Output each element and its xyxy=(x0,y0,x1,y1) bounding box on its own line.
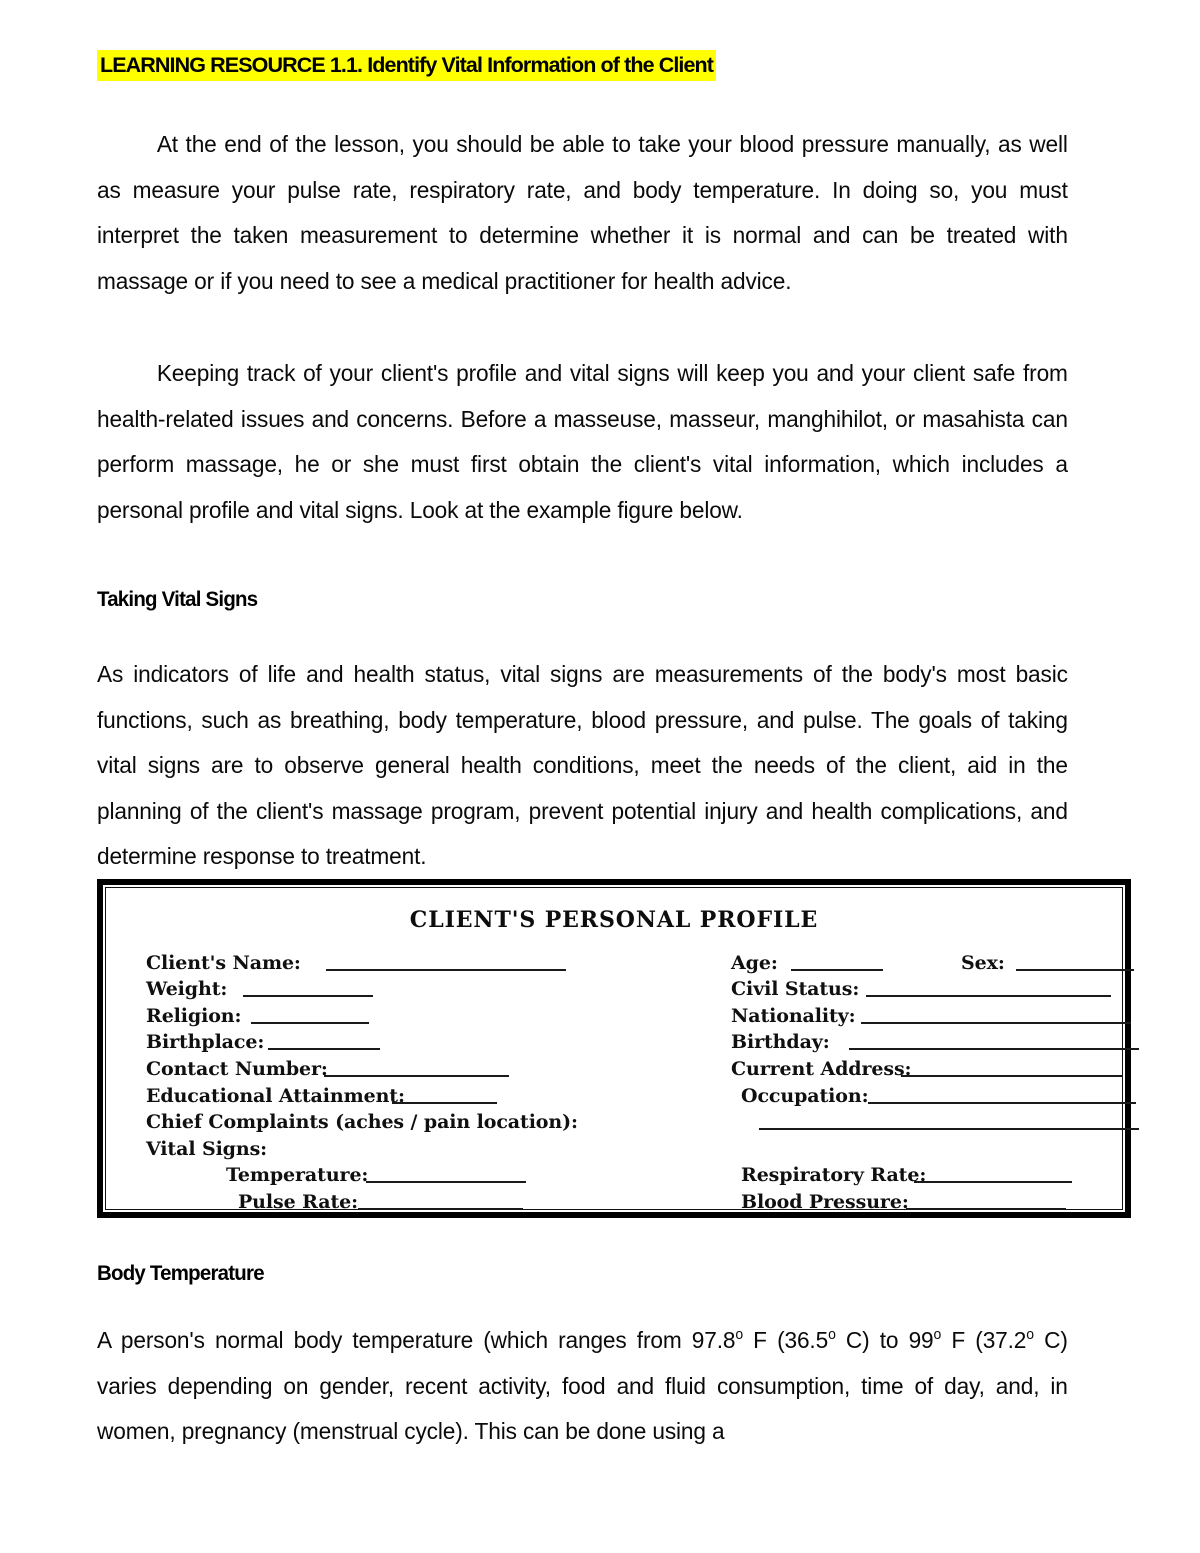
field-label-nationality: Nationality: xyxy=(731,1004,856,1027)
clients-personal-profile-form xyxy=(97,879,1131,1218)
field-input-pulse-rate[interactable] xyxy=(358,1208,523,1210)
page-title xyxy=(97,47,1101,83)
field-label-age: Age: xyxy=(731,951,778,974)
field-input-religion[interactable] xyxy=(251,1022,369,1024)
field-label-blood-pressure: Blood Pressure: xyxy=(741,1190,909,1213)
degree-symbol-1: o xyxy=(735,1327,743,1344)
page-title-text: LEARNING RESOURCE 1.1. Identify Vital Information of the Client xyxy=(97,50,716,81)
field-label-chief-complaints: Chief Complaints (aches / pain location): xyxy=(146,1111,578,1134)
heading-taking-vital-signs: Taking Vital Signs xyxy=(97,587,258,611)
field-input-occupation[interactable] xyxy=(868,1102,1136,1104)
field-label-religion: Religion: xyxy=(146,1004,242,1027)
field-input-respiratory-rate[interactable] xyxy=(914,1181,1072,1183)
degree-symbol-4: o xyxy=(1026,1327,1034,1344)
paragraph-objectives: At the end of the lesson, you should be able to take your blood pressure manually, as well as measure your pulse rate, respiratory rate, and body temperature. In doing so, you must interpret the taken measurement to determine whether it is normal and can be treated with massage or if you need to see a medical practitioner for health advice. xyxy=(97,131,1068,294)
form-row xyxy=(146,1055,1108,1082)
paragraph-vital-signs-definition: As indicators of life and health status, vital signs are measurements of the body's most basic functions, such as breathing, body temperature, blood pressure, and pulse. The goals of taking vital signs are to observe general health conditions, meet the needs of the client, aid in the planning of the client's massage program, prevent potential injury and health complications, and determine response to treatment. xyxy=(97,661,1068,869)
form-row xyxy=(146,1188,1108,1215)
field-input-civil-status[interactable] xyxy=(866,995,1111,997)
field-input-chief-complaints[interactable] xyxy=(759,1128,1139,1130)
field-label-birthplace: Birthplace: xyxy=(146,1031,265,1054)
degree-symbol-2: o xyxy=(828,1327,836,1344)
field-label-temperature: Temperature: xyxy=(226,1164,369,1187)
field-input-nationality[interactable] xyxy=(861,1022,1131,1024)
bt-segment-2: F (36.5 xyxy=(742,1327,829,1353)
form-row xyxy=(146,949,1108,976)
field-input-current-address[interactable] xyxy=(901,1075,1123,1077)
field-input-educational-attainment[interactable] xyxy=(392,1102,497,1104)
field-label-weight: Weight: xyxy=(146,978,228,1001)
bt-segment-1: A person's normal body temperature (which ranges from 97.8 xyxy=(97,1327,736,1353)
form-row xyxy=(146,976,1108,1003)
degree-symbol-3: o xyxy=(933,1327,942,1344)
form-title: CLIENT'S PERSONAL PROFILE xyxy=(409,907,819,933)
field-label-contact-number: Contact Number: xyxy=(146,1057,328,1080)
field-input-birthday[interactable] xyxy=(849,1048,1139,1050)
field-label-current-address: Current Address: xyxy=(731,1057,912,1080)
field-label-respiratory-rate: Respiratory Rate: xyxy=(741,1164,927,1187)
form-row xyxy=(146,1082,1108,1109)
form-row xyxy=(146,1109,1108,1136)
field-label-pulse-rate: Pulse Rate: xyxy=(238,1190,359,1213)
form-row xyxy=(146,1135,1108,1162)
field-input-blood-pressure[interactable] xyxy=(906,1208,1066,1210)
field-label-vital-signs: Vital Signs: xyxy=(146,1137,268,1160)
field-input-temperature[interactable] xyxy=(366,1181,526,1183)
form-row xyxy=(146,1029,1108,1056)
form-row xyxy=(146,1002,1108,1029)
field-label-educational-attainment: Educational Attainment: xyxy=(146,1084,405,1107)
bt-segment-5: C) varies depending on gender, recent activity, food and fluid consumption, time of day, and, in women, pregnancy (menstrual cycle). This can be done using a xyxy=(97,1327,1068,1444)
field-input-clients-name[interactable] xyxy=(326,969,566,971)
paragraph-keeping-track: Keeping track of your client's profile and vital signs will keep you and your client safe from health-related issues and concerns. Before a masseuse, masseur, manghihilot, or masahista can perform massage, he or she must first obtain the client's vital information, which includes a personal profile and vital signs. Look at the example figure below. xyxy=(97,360,1068,523)
bt-segment-4: F (37.2 xyxy=(941,1327,1027,1353)
field-input-weight[interactable] xyxy=(243,995,373,997)
field-label-occupation: Occupation: xyxy=(741,1084,869,1107)
field-input-contact-number[interactable] xyxy=(324,1075,509,1077)
field-input-birthplace[interactable] xyxy=(268,1048,380,1050)
field-label-civil-status: Civil Status: xyxy=(731,978,860,1001)
form-inner-border xyxy=(105,887,1123,1213)
field-label-birthday: Birthday: xyxy=(731,1031,830,1054)
bt-segment-3: C) to 99 xyxy=(835,1327,934,1353)
form-row xyxy=(146,1162,1108,1189)
field-label-clients-name: Client's Name: xyxy=(146,951,301,974)
field-input-sex[interactable] xyxy=(1016,969,1134,971)
field-input-age[interactable] xyxy=(791,969,883,971)
paragraph-body-temperature xyxy=(97,1318,1068,1455)
heading-body-temperature: Body Temperature xyxy=(97,1261,264,1285)
field-label-sex: Sex: xyxy=(961,951,1005,974)
form-field-rows xyxy=(146,949,1108,1215)
